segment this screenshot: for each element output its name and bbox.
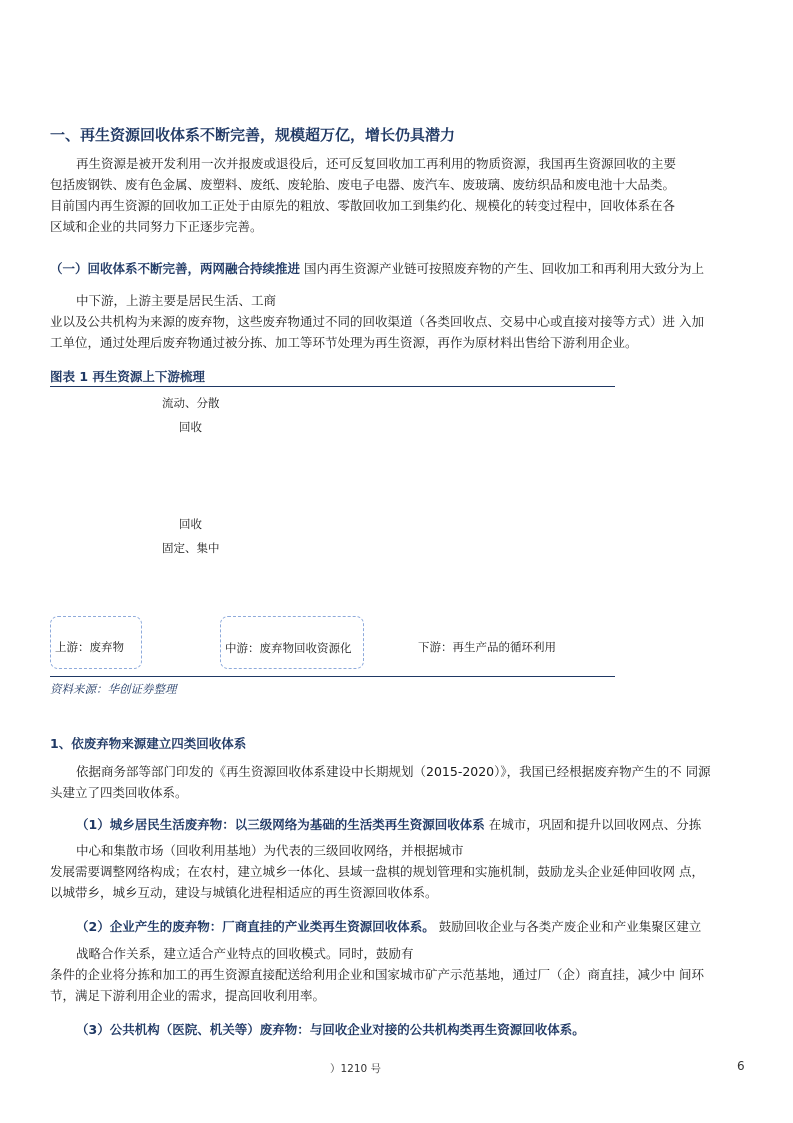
figure-top-rule: [50, 386, 615, 387]
section-1-line-1: 依据商务部等部门印发的《再生资源回收体系建设中长期规划（2015-2020）》，我国已经根据废弃物产生的不 同源: [76, 764, 711, 779]
midstream-label: 中游：废弃物回收资源化: [225, 641, 352, 655]
section-title: 一、再生资源回收体系不断完善，规模超万亿，增长仍具潜力: [50, 126, 456, 144]
label-flow-dispersed: 流动、分散: [162, 396, 220, 410]
upstream-label: 上游：废弃物: [55, 640, 124, 654]
subsection-1-lead: 国内再生资源产业链可按照废弃物的产生、回收加工和再利用大致分为上: [304, 261, 705, 276]
item-2-paragraph: [76, 916, 701, 937]
subsection-1-title: （一）回收体系不断完善，两网融合持续推进: [50, 261, 301, 276]
downstream-label: 下游：再生产品的循环利用: [418, 640, 556, 654]
figure-bottom-rule: [50, 676, 615, 677]
item-2-lead: 鼓励回收企业与各类产废企业和产业集聚区建立: [438, 919, 702, 934]
page-number: 6: [737, 1059, 745, 1073]
label-recycle-bottom: 回收: [179, 517, 202, 531]
figure-source: 资料来源：华创证券整理: [50, 682, 177, 696]
item-1-line-3: 以城带乡，城乡互动，建设与城镇化进程相适应的再生资源回收体系。: [50, 885, 438, 900]
section-1-line-2: 头建立了四类回收体系。: [50, 785, 188, 800]
item-1-line-2: 发展需要调整网络构成；在农村，建立城乡一体化、县域一盘棋的规划管理和实施机制，鼓励龙头企业延伸回收网 点，: [50, 864, 704, 879]
subsection-1-line-2: 业以及公共机构为来源的废弃物，这些废弃物通过不同的回收渠道（各类回收点、交易中心或直接对接等方式）进 入加: [50, 314, 704, 329]
item-1-lead: 在城市，巩固和提升以回收网点、分拣: [488, 817, 702, 832]
subsection-1-paragraph: [50, 258, 704, 279]
item-2-line-2: 条件的企业将分拣和加工的再生资源直接配送给利用企业和国家城市矿产示范基地，通过厂（企）商直挂，减少中 间环: [50, 967, 704, 982]
item-2-line-3: 节，满足下游利用企业的需求，提高回收利用率。: [50, 988, 326, 1003]
intro-line-2: 包括废钢铁、废有色金属、废塑料、废纸、废轮胎、废电子电器、废汽车、废玻璃、废纺织品和废电池十大品类。: [50, 177, 676, 192]
label-fixed-concentrated: 固定、集中: [162, 541, 220, 555]
intro-line-3: 目前国内再生资源的回收加工正处于由原先的粗放、零散回收加工到集约化、规模化的转变过程中，回收体系在各: [50, 198, 676, 213]
item-3-title: （3）公共机构（医院、机关等）废弃物：与回收企业对接的公共机构类再生资源回收体系。: [76, 1022, 585, 1037]
footer-report-number: ）1210 号: [330, 1063, 382, 1075]
intro-line-1: 再生资源是被开发利用一次并报废或退役后，还可反复回收加工再利用的物质资源，我国再生资源回收的主要: [76, 156, 677, 171]
subsection-1-line-3: 工单位，通过处理后废弃物通过被分拣、加工等环节处理为再生资源，再作为原材料出售给下游利用企业。: [50, 335, 638, 350]
item-2-title: （2）企业产生的废弃物：厂商直挂的产业类再生资源回收体系。: [76, 919, 435, 934]
item-1-title: （1）城乡居民生活废弃物：以三级网络为基础的生活类再生资源回收体系: [76, 817, 485, 832]
section-1-title: 1、依废弃物来源建立四类回收体系: [50, 736, 247, 751]
intro-line-4: 区域和企业的共同努力下正逐步完善。: [50, 219, 263, 234]
item-2-line-1: 战略合作关系，建立适合产业特点的回收模式。同时，鼓励有: [76, 946, 414, 961]
figure-title: 图表 1 再生资源上下游梳理: [50, 369, 205, 384]
item-1-paragraph: [76, 814, 701, 835]
label-recycle-top: 回收: [179, 420, 202, 434]
item-1-line-1: 中心和集散市场（回收利用基地）为代表的三级回收网络，并根据城市: [76, 843, 464, 858]
subsection-1-line-1: 中下游，上游主要是居民生活、工商: [76, 293, 277, 308]
